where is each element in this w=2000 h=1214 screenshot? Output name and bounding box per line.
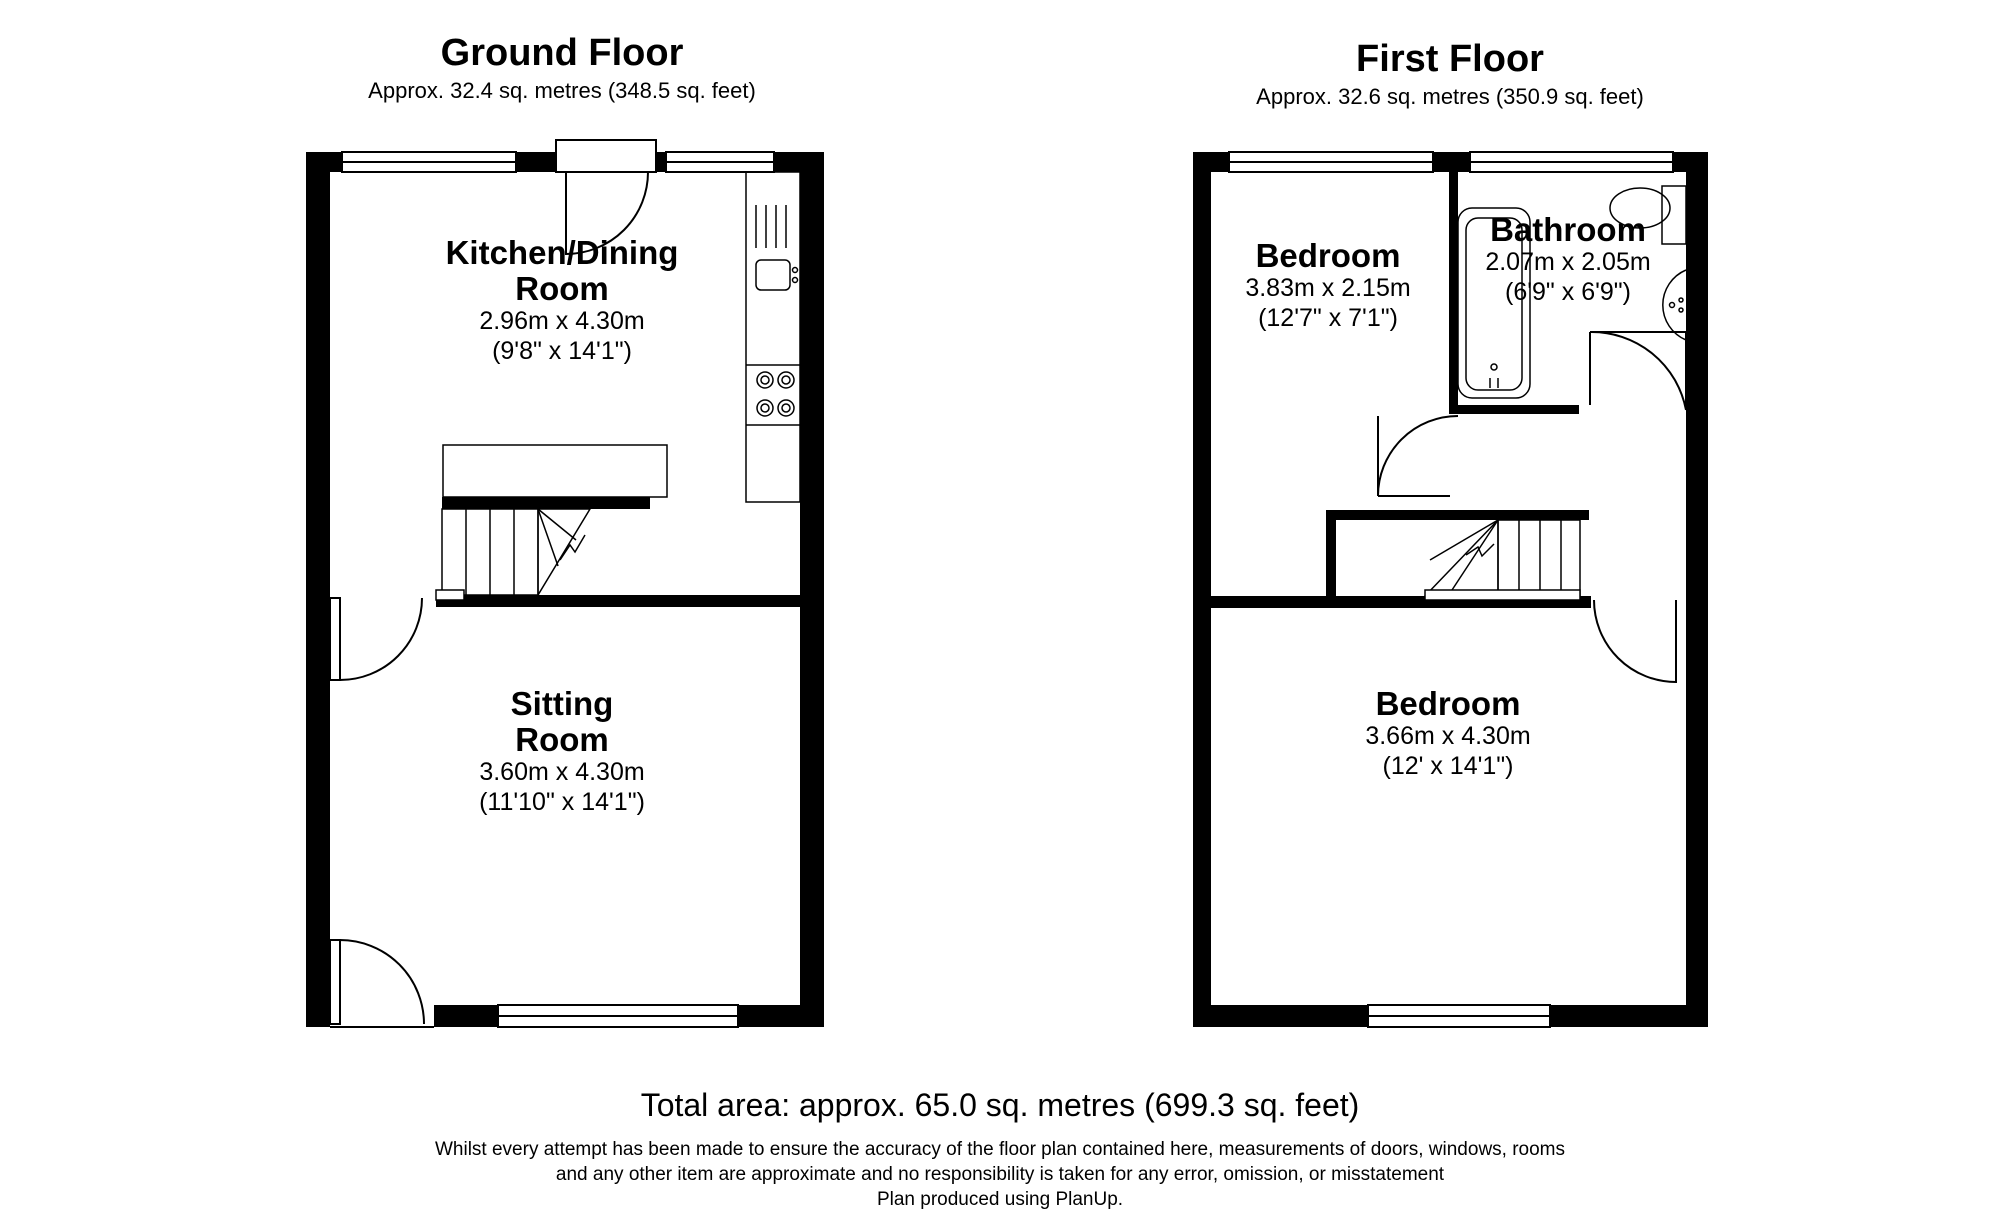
sitting-room-name-line2: Room	[515, 721, 609, 758]
first-floor-area: Approx. 32.6 sq. metres (350.9 sq. feet)	[1256, 84, 1644, 109]
first-floor-staircase	[1425, 520, 1580, 600]
bathroom-dimensions-imperial: (6'9" x 6'9")	[1505, 278, 1631, 306]
kitchen-dining-dimensions-metric: 2.96m x 4.30m	[479, 307, 645, 335]
disclaimer-line-3: Plan produced using PlanUp.	[876, 1189, 1124, 1210]
sitting-room-name: Sitting	[510, 685, 614, 722]
bedroom-2-dimensions-metric: 3.83m x 2.15m	[1245, 274, 1411, 302]
kitchen-dining-room-name-line2: Room	[515, 270, 609, 307]
bathroom-dimensions-metric: 2.07m x 2.05m	[1485, 248, 1651, 276]
first-floor-title: First Floor	[1356, 38, 1544, 80]
sitting-room-dimensions-metric: 3.60m x 4.30m	[479, 758, 645, 786]
bedroom-1-dimensions-metric: 3.66m x 4.30m	[1365, 722, 1531, 750]
ground-floor-title: Ground Floor	[440, 32, 684, 74]
bedroom-2-dimensions-imperial: (12'7" x 7'1")	[1258, 304, 1398, 332]
first-floor-doors	[1378, 332, 1686, 682]
disclaimer-line-2: and any other item are approximate and no responsibility is taken for any error, omission, or misstatement	[555, 1164, 1445, 1185]
bedroom-1-name: Bedroom	[1375, 685, 1521, 722]
ground-floor-area: Approx. 32.4 sq. metres (348.5 sq. feet)	[368, 78, 756, 103]
bedroom-1-dimensions-imperial: (12' x 14'1")	[1382, 752, 1514, 780]
ground-floor-staircase	[436, 509, 590, 600]
bedroom-2-name: Bedroom	[1255, 237, 1401, 274]
kitchen-dining-room-name: Kitchen/Dining	[445, 234, 679, 271]
kitchen-dining-dimensions-imperial: (9'8" x 14'1")	[492, 337, 632, 365]
bathroom-name: Bathroom	[1490, 211, 1646, 248]
total-area: Total area: approx. 65.0 sq. metres (699.3 sq. feet)	[640, 1087, 1360, 1123]
sitting-room-dimensions-imperial: (11'10" x 14'1")	[479, 788, 645, 816]
disclaimer-line-1: Whilst every attempt has been made to ensure the accuracy of the floor plan contained here, measurements of doors, windows, rooms	[434, 1139, 1566, 1160]
